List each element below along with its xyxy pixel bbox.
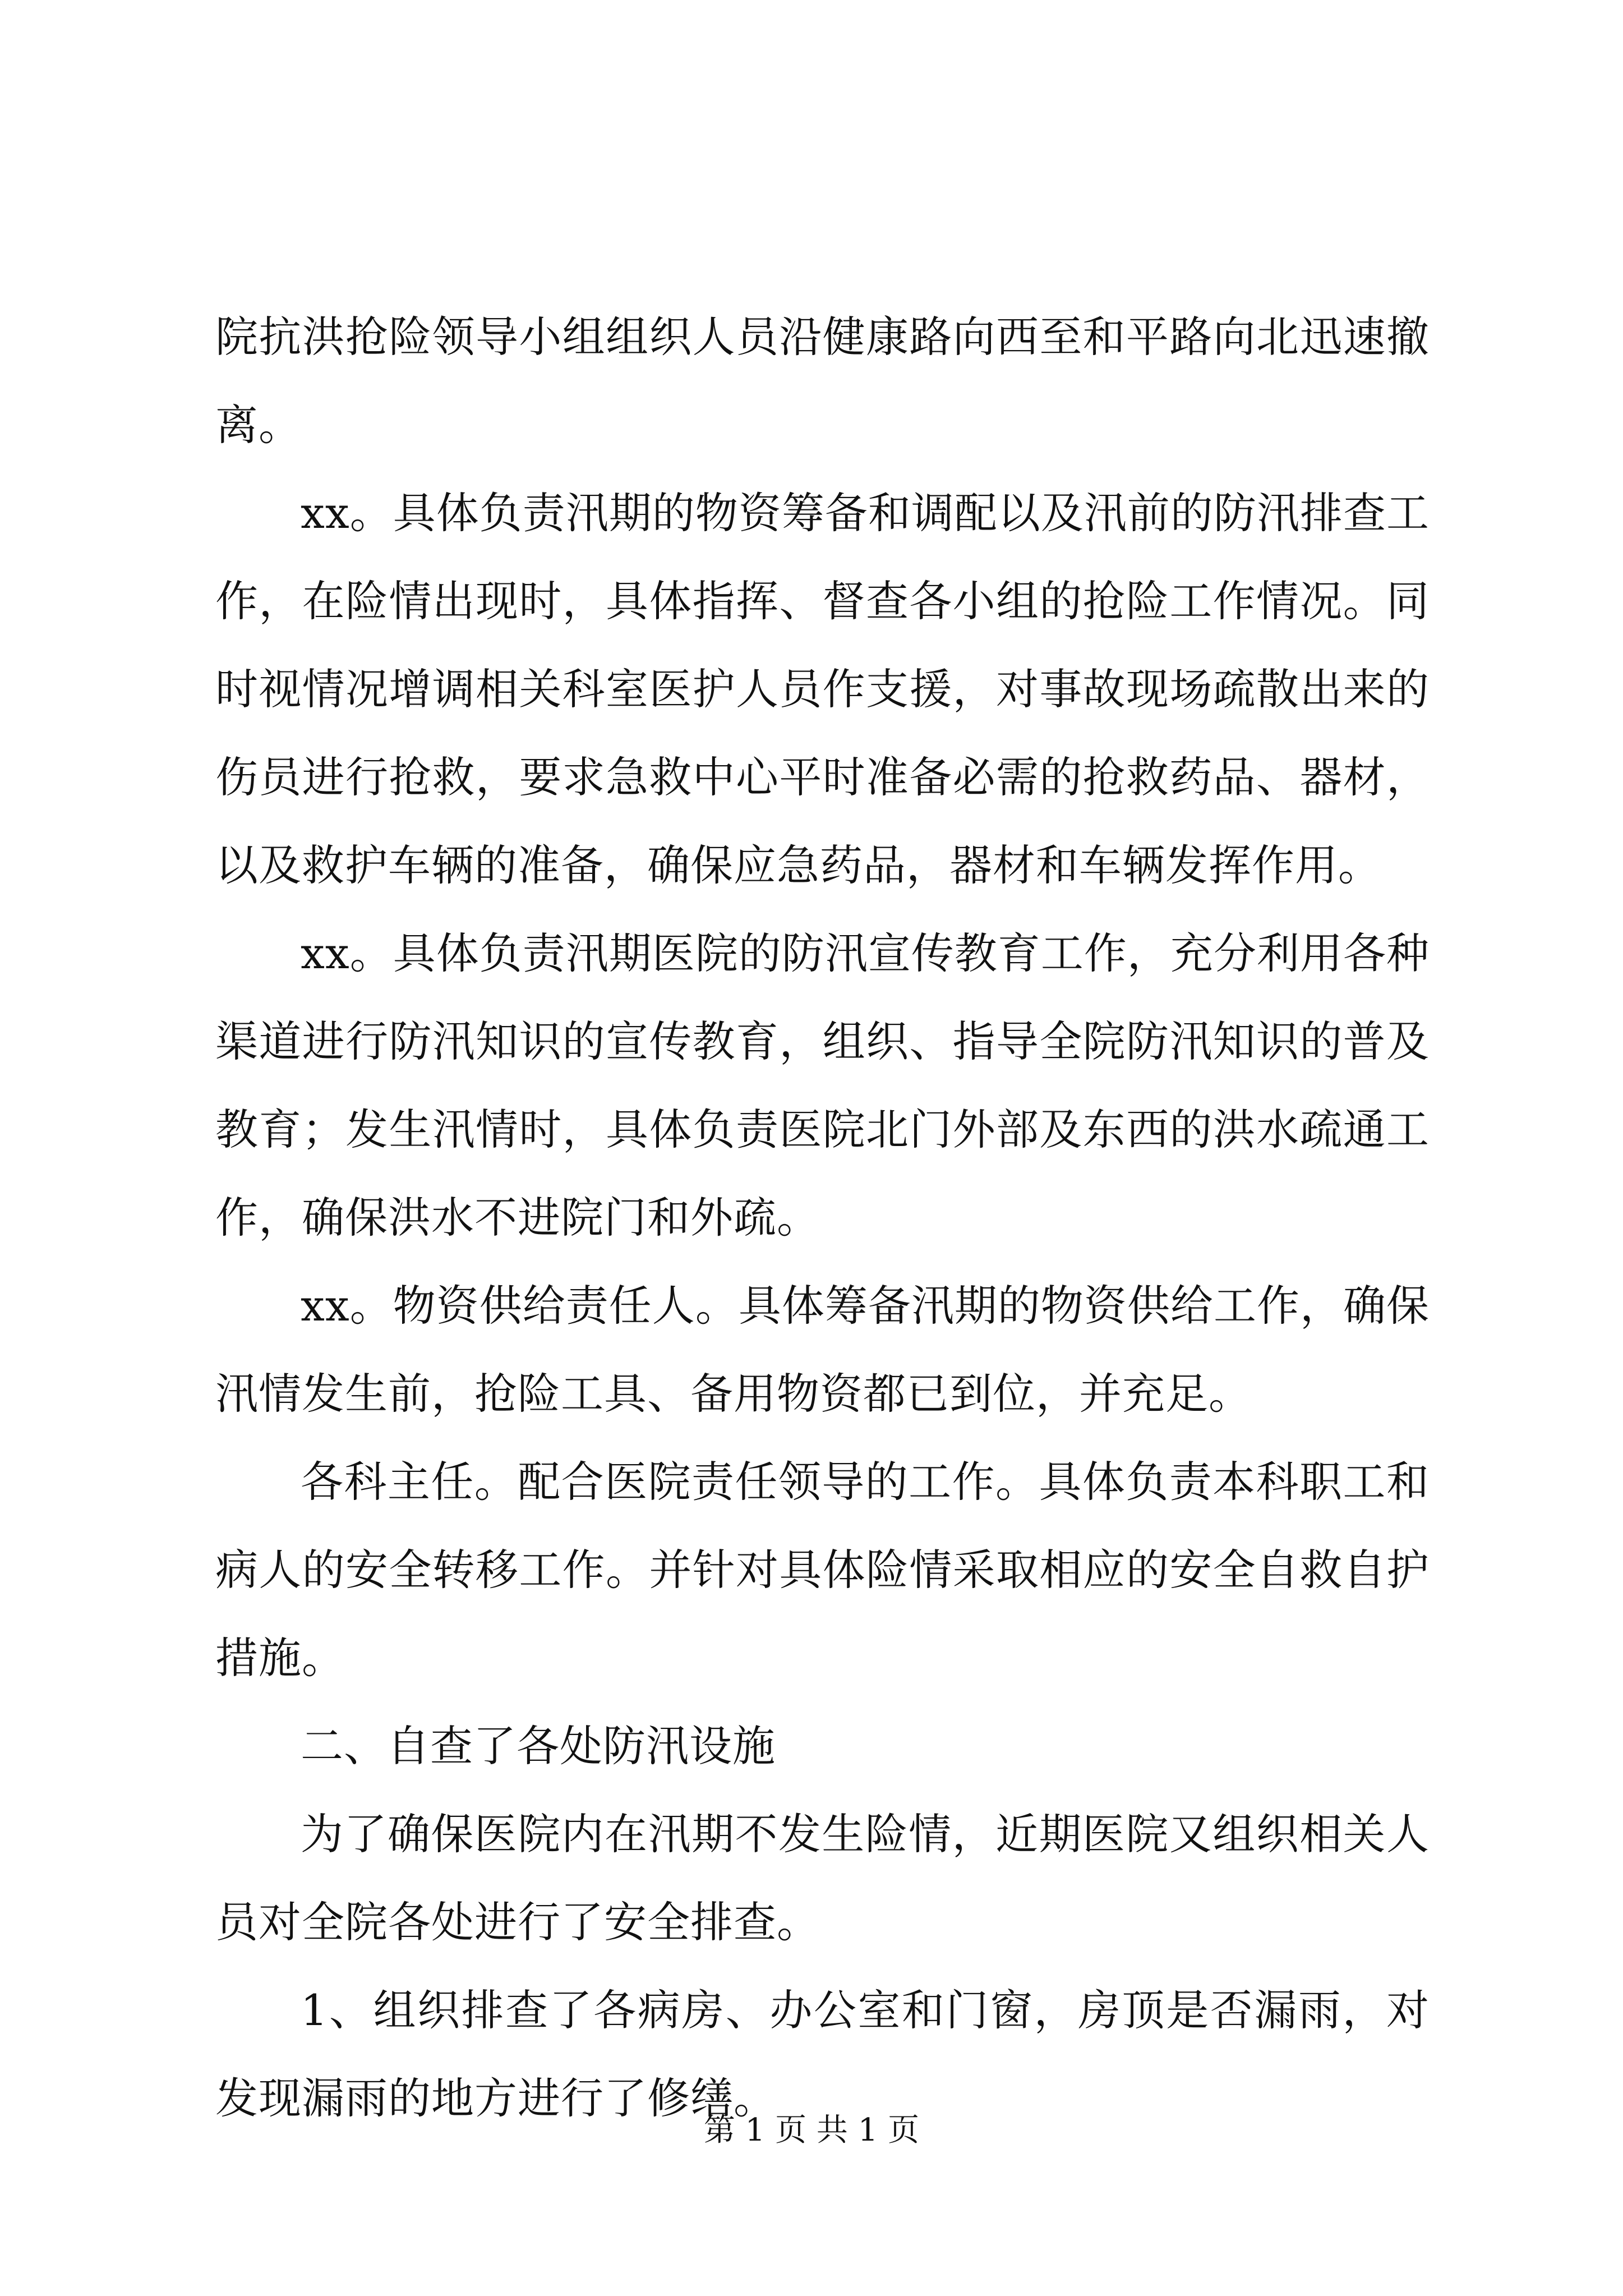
paragraph-4: xx。物资供给责任人。具体筹备汛期的物资供给工作，确保汛情发生前，抢险工具、备用物资都已到位，并充足。 <box>215 1281 1430 1419</box>
section-heading: 二、自查了各处防汛设施 <box>301 1721 776 1771</box>
paragraph-8: 1、组织排查了各病房、办公室和门窗，房顶是否漏雨，对发现漏雨的地方进行了修缮。 <box>215 1985 1430 2123</box>
paragraph-3: xx。具体负责汛期医院的防汛宣传教育工作，充分利用各种渠道进行防汛知识的宣传教育，组织、指导全院防汛知识的普及教育；发生汛情时，具体负责医院北门外部及东西的洪水疏通工作，确保洪水不进院门和外疏。 <box>215 928 1430 1243</box>
paragraph-5: 各科主任。配合医院责任领导的工作。具体负责本科职工和病人的安全转移工作。并针对具体险情采取相应的安全自救自护措施。 <box>215 1457 1430 1683</box>
paragraph-2: xx。具体负责汛期的物资筹备和调配以及汛前的防汛排查工作，在险情出现时，具体指挥、督查各小组的抢险工作情况。同时视情况增调相关科室医护人员作支援，对事故现场疏散出来的伤员进行抢救，要求急救中心平时准备必需的抢救药品、器材，以及救护车辆的准备，确保应急药品，器材和车辆发挥作用。 <box>215 488 1430 890</box>
document-body <box>215 293 1430 2142</box>
paragraph-1: 院抗洪抢险领导小组组织人员沿健康路向西至和平路向北迅速撤离。 <box>215 312 1430 450</box>
paragraph-7: 为了确保医院内在汛期不发生险情，近期医院又组织相关人员对全院各处进行了安全排查。 <box>215 1809 1430 1947</box>
page-footer: 第 1 页 共 1 页 <box>703 2112 920 2148</box>
